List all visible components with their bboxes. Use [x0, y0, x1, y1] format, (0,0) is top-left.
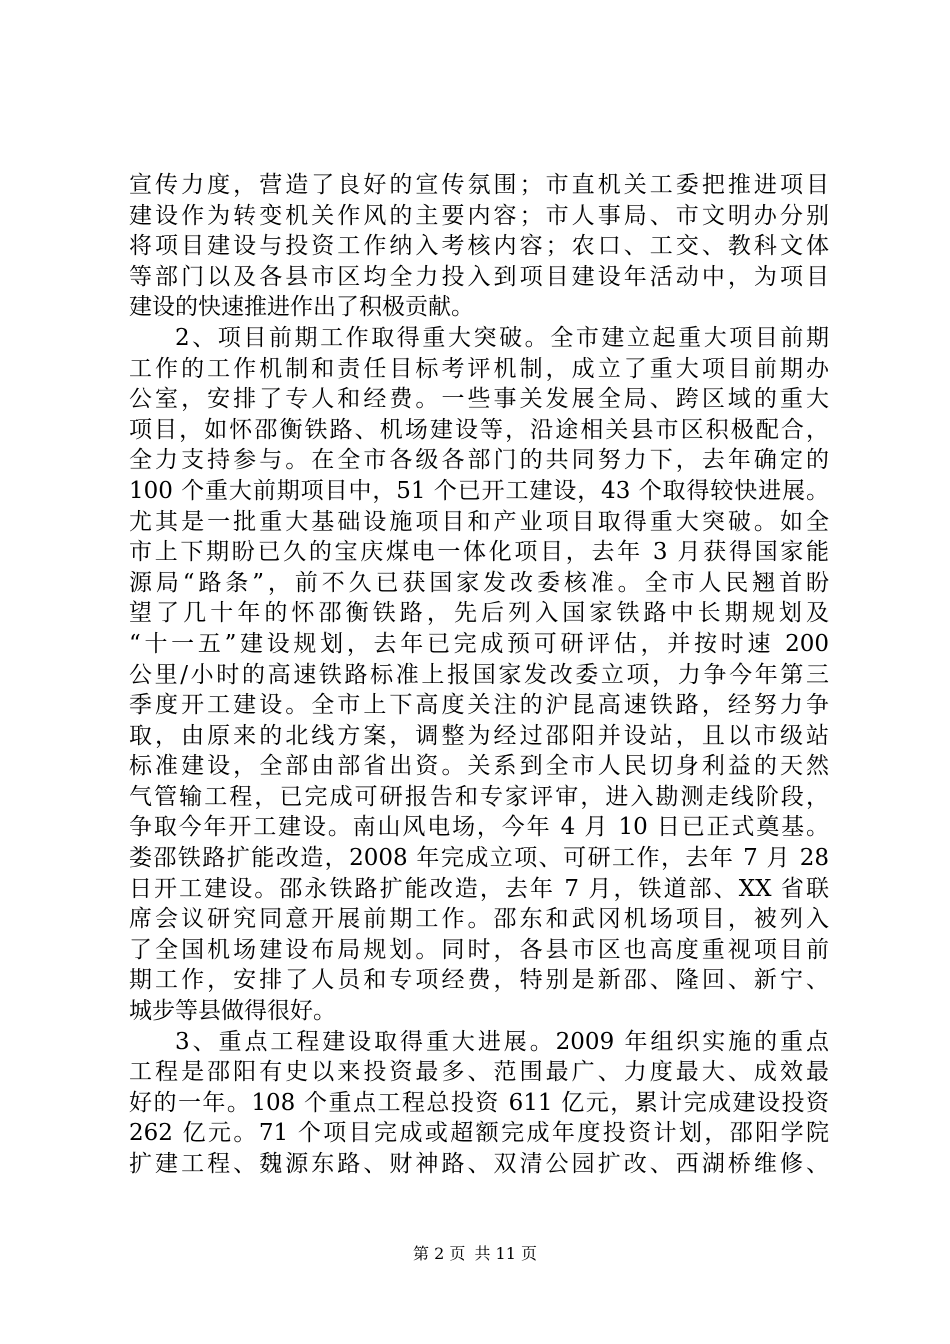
text-line: “十一五”建设规划，去年已完成预可研评估，并按时速 200: [129, 630, 829, 657]
text-line: 娄邵铁路扩能改造，2008 年完成立项、可研工作，去年 7 月 28: [129, 845, 829, 872]
text-line: 望了几十年的怀邵衡铁路，先后列入国家铁路中长期规划及: [129, 600, 829, 627]
page-total: 共 11 页: [474, 1244, 537, 1263]
text-line: 争取今年开工建设。南山风电场，今年 4 月 10 日已正式奠基。: [129, 814, 829, 841]
text-line: 取，由原来的北线方案，调整为经过邵阳并设站，且以市级站: [129, 722, 829, 749]
document-body: [129, 170, 829, 1180]
text-line: 市上下期盼已久的宝庆煤电一体化项目，去年 3 月获得国家能: [129, 539, 829, 566]
text-line: 100 个重大前期项目中，51 个已开工建设，43 个取得较快进展。: [129, 477, 829, 504]
text-line: 源局“路条”，前不久已获国家发改委核准。全市人民翘首盼: [129, 569, 829, 596]
page-number: 第 2 页: [413, 1244, 466, 1263]
page-footer: [0, 1244, 950, 1264]
text-line: 了全国机场建设布局规划。同时，各县市区也高度重视项目前: [129, 936, 829, 963]
text-line: 日开工建设。邵永铁路扩能改造，去年 7 月，铁道部、XX 省联: [129, 875, 829, 902]
text-line: 席会议研究同意开展前期工作。邵东和武冈机场项目，被列入: [129, 906, 829, 933]
text-line: 气管输工程，已完成可研报告和专家评审，进入勘测走线阶段，: [129, 783, 829, 810]
text-line: 将项目建设与投资工作纳入考核内容；农口、工交、教科文体: [129, 233, 829, 260]
text-line: 全力支持参与。在全市各级各部门的共同努力下，去年确定的: [129, 447, 829, 474]
text-line: 项目，如怀邵衡铁路、机场建设等，沿途相关县市区积极配合，: [129, 416, 829, 443]
text-line: 季度开工建设。全市上下高度关注的沪昆高速铁路，经努力争: [129, 692, 829, 719]
text-line: 公里/小时的高速铁路标准上报国家发改委立项，力争今年第三: [129, 661, 829, 688]
text-line: 宣传力度，营造了良好的宣传氛围；市直机关工委把推进项目: [129, 172, 829, 198]
text-line: 建设作为转变机关作风的主要内容；市人事局、市文明办分别: [129, 202, 829, 229]
text-line: 2、项目前期工作取得重大突破。全市建立起重大项目前期: [175, 324, 829, 351]
text-line: 城步等县做得很好。: [129, 998, 336, 1025]
text-line: 工作的工作机制和责任目标考评机制，成立了重大项目前期办: [129, 355, 829, 382]
text-line: 建设的快速推进作出了积极贡献。: [129, 294, 474, 321]
text-line: 好的一年。108 个重点工程总投资 611 亿元，累计完成建设投资: [129, 1089, 829, 1116]
text-line: 尤其是一批重大基础设施项目和产业项目取得重大突破。如全: [129, 508, 829, 535]
text-line: 公室，安排了专人和经费。一些事关发展全局、跨区域的重大: [129, 386, 829, 413]
text-line: 扩建工程、魏源东路、财神路、双清公园扩改、西湖桥维修、: [129, 1151, 829, 1177]
text-line: 标准建设，全部由部省出资。关系到全市人民切身利益的天然: [129, 753, 829, 780]
text-line: 262 亿元。71 个项目完成或超额完成年度投资计划，邵阳学院: [129, 1120, 829, 1147]
text-line: 期工作，安排了人员和专项经费，特别是新邵、隆回、新宁、: [129, 967, 829, 994]
text-line: 3、重点工程建设取得重大进展。2009 年组织实施的重点: [175, 1028, 829, 1055]
text-line: 工程是邵阳有史以来投资最多、范围最广、力度最大、成效最: [129, 1059, 829, 1086]
text-line: 等部门以及各县市区均全力投入到项目建设年活动中，为项目: [129, 263, 829, 290]
